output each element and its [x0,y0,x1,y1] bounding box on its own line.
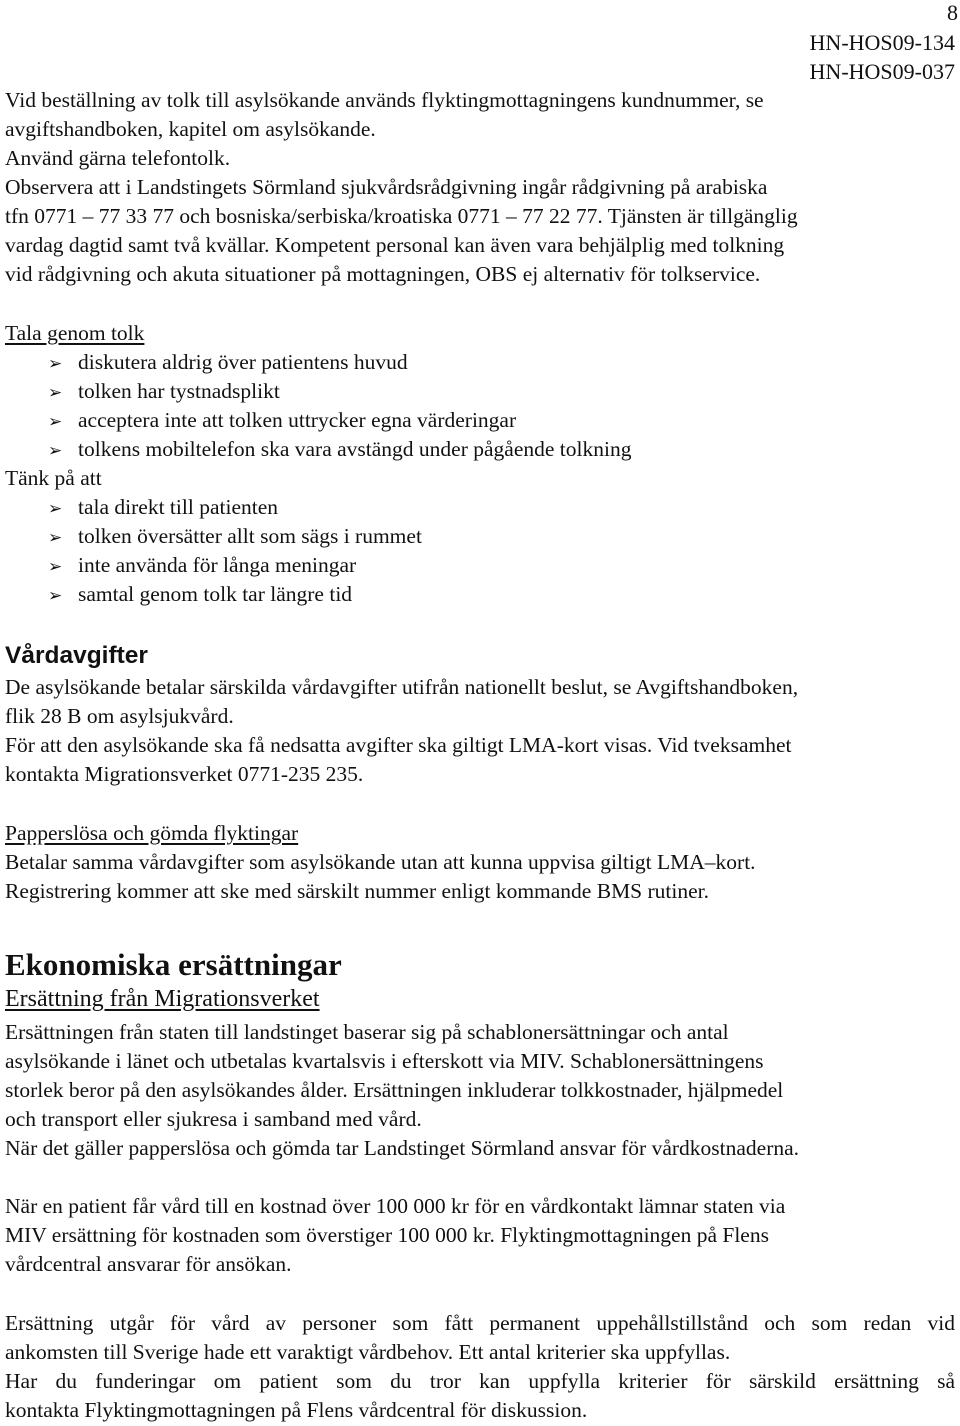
list-item: ➢ samtal genom tolk tar längre tid [48,580,352,611]
paragraph-line: kontakta Migrationsverket 0771-235 235. [5,762,364,786]
paragraph-line: vårdcentral ansvarar för ansökan. [5,1252,292,1276]
arrowhead-bullet-icon: ➢ [48,383,63,403]
arrowhead-bullet-icon: ➢ [48,557,63,577]
arrowhead-bullet-icon: ➢ [48,441,63,461]
heading-vardavgifter: Vårdavgifter [5,642,148,669]
paragraph-line: När det gäller papperslösa och gömda tar Landstinget Sörmland ansvar för vårdkostnaderna. [5,1136,800,1160]
arrowhead-bullet-icon: ➢ [48,586,63,606]
subheading-migrationsverket: Ersättning från Migrationsverket [5,986,320,1012]
page-number: 8 [947,0,958,25]
list-item: ➢ tolkens mobiltelefon ska vara avstängd under pågående tolkning [48,435,631,466]
document-ref-2: HN-HOS09-037 [809,59,955,84]
list-item: ➢ acceptera inte att tolken uttrycker egna värderingar [48,406,516,437]
paragraph-line: flik 28 B om asylsjukvård. [5,704,234,728]
section-heading-tank-pa-att: Tänk på att [5,466,102,490]
paragraph-line: De asylsökande betalar särskilda vårdavgifter utifrån nationellt beslut, se Avgiftshandboken, [5,675,799,699]
list-item: ➢ tolken har tystnadsplikt [48,377,280,408]
paragraph-line: Ersättningen från staten till landstinget baserar sig på schablonersättningar och antal [5,1020,729,1044]
section-heading-tala-genom-tolk: Tala genom tolk [5,321,145,345]
paragraph-line: För att den asylsökande ska få nedsatta avgifter ska giltigt LMA-kort visas. Vid tveksamhet [5,733,792,757]
list-item: ➢ tala direkt till patienten [48,493,278,524]
paragraph-line: Har du funderingar om patient som du tror kan uppfylla kriterier för särskild ersättning så [5,1369,955,1393]
paragraph-line: storlek beror på den asylsökandes ålder. Ersättningen inkluderar tolkkostnader, hjälpmedel [5,1078,784,1102]
paragraph-line: Ersättning utgår för vård av personer som fått permanent uppehållstillstånd och som redan vid [5,1311,955,1335]
intro-line: Använd gärna telefontolk. [5,146,231,170]
intro-line: vid rådgivning och akuta situationer på mottagningen, OBS ej alternativ för tolkservice. [5,262,761,286]
paragraph-line: och transport eller sjukresa i samband med vård. [5,1107,422,1131]
arrowhead-bullet-icon: ➢ [48,499,63,519]
intro-line: avgiftshandboken, kapitel om asylsökande. [5,117,376,141]
intro-line: Observera att i Landstingets Sörmland sjukvårdsrådgivning ingår rådgivning på arabiska [5,175,768,199]
heading-ekonomiska-ersattningar: Ekonomiska ersättningar [5,947,342,982]
intro-line: vardag dagtid samt två kvällar. Kompetent personal kan även vara behjälplig med tolkning [5,233,785,257]
heading-papperslosa: Papperslösa och gömda flyktingar [5,821,299,845]
paragraph-line: kontakta Flyktingmottagningen på Flens vårdcentral för diskussion. [5,1398,588,1422]
paragraph-line: asylsökande i länet och utbetalas kvartalsvis i efterskott via MIV. Schablonersättningens [5,1049,764,1073]
arrowhead-bullet-icon: ➢ [48,412,63,432]
list-item: ➢ diskutera aldrig över patientens huvud [48,348,408,379]
paragraph-line: Registrering kommer att ske med särskilt nummer enligt kommande BMS rutiner. [5,879,710,903]
paragraph-line: ankomsten till Sverige hade ett varaktigt vårdbehov. Ett antal kriterier ska uppfyllas. [5,1340,731,1364]
intro-line: Vid beställning av tolk till asylsökande används flyktingmottagningens kundnummer, se [5,88,764,112]
document-ref-1: HN-HOS09-134 [809,30,955,55]
list-item: ➢ tolken översätter allt som sägs i rummet [48,522,422,553]
intro-line: tfn 0771 – 77 33 77 och bosniska/serbiska/kroatiska 0771 – 77 22 77. Tjänsten är tillgänglig [5,204,798,228]
list-item: ➢ inte använda för långa meningar [48,551,356,582]
arrowhead-bullet-icon: ➢ [48,528,63,548]
arrowhead-bullet-icon: ➢ [48,354,63,374]
paragraph-line: Betalar samma vårdavgifter som asylsökande utan att kunna uppvisa giltigt LMA–kort. [5,850,756,874]
paragraph-line: När en patient får vård till en kostnad över 100 000 kr för en vårdkontakt lämnar staten via [5,1194,786,1218]
paragraph-line: MIV ersättning för kostnaden som överstiger 100 000 kr. Flyktingmottagningen på Flens [5,1223,769,1247]
